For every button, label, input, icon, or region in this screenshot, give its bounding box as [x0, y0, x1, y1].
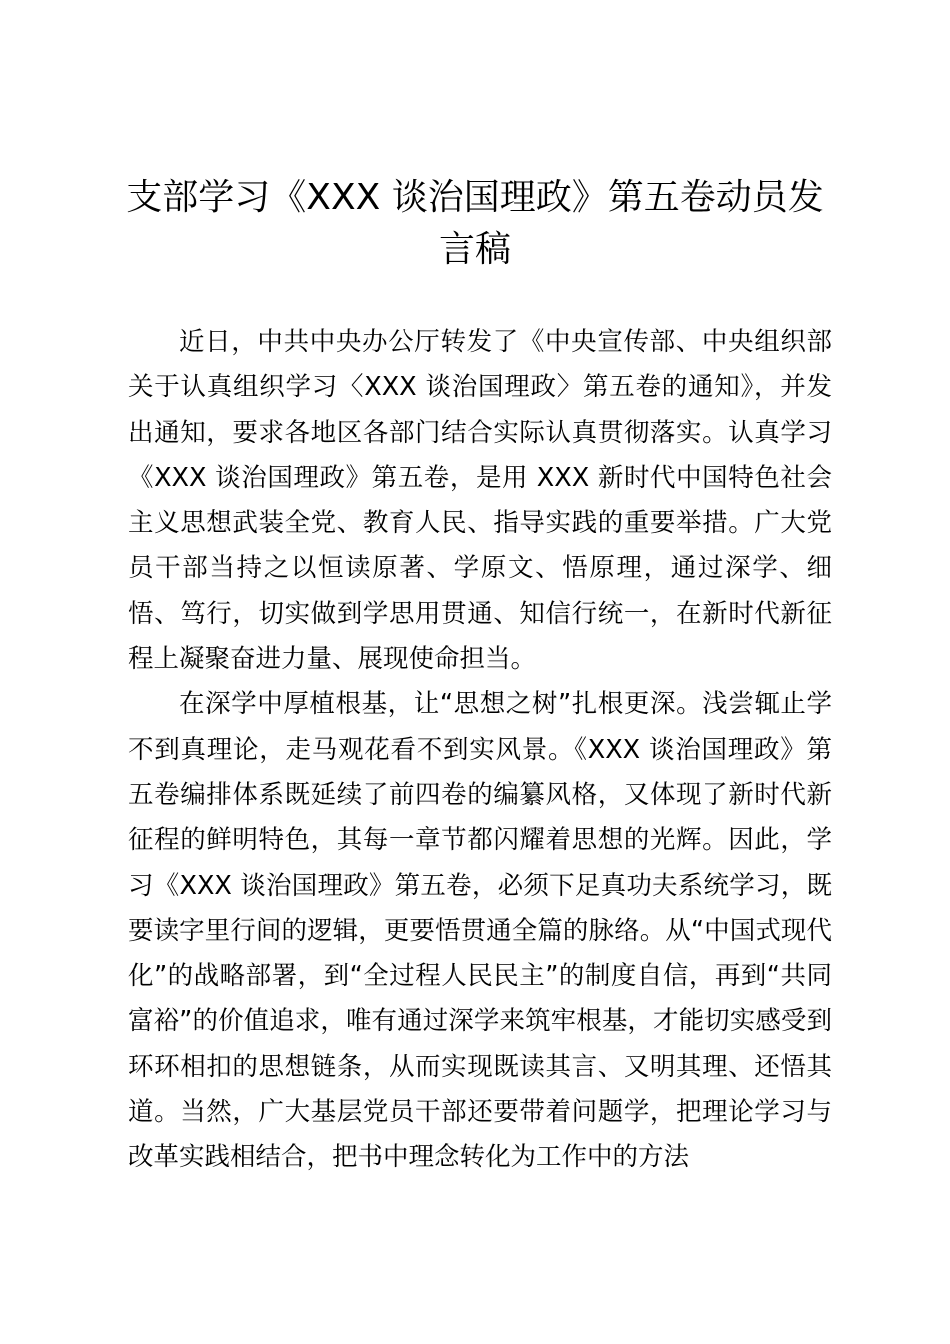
- document-body: [128, 320, 832, 1181]
- paragraph: 在深学中厚植根基，让“思想之树”扎根更深。浅尝辄止学不到真理论，走马观花看不到实风景。《XXX 谈治国理政》第五卷编排体系既延续了前四卷的编纂风格，又体现了新时代新征程的鲜明特色，其每一章节都闪耀着思想的光辉。因此，学习《XXX 谈治国理政》第五卷，必须下足真功夫系统学习，既要读字里行间的逻辑，更要悟贯通全篇的脉络。从“中国式现代化”的战略部署，到“全过程人民民主”的制度自信，再到“共同富裕”的价值追求，唯有通过深学来筑牢根基，才能切实感受到环环相扣的思想链条，从而实现既读其言、又明其理、还悟其道。当然，广大基层党员干部还要带着问题学，把理论学习与改革实践相结合，把书中理念转化为工作中的方法: [128, 689, 832, 1173]
- document-title: 支部学习《XXX 谈治国理政》第五卷动员发言稿: [126, 177, 824, 270]
- paragraph: 近日，中共中央办公厅转发了《中央宣传部、中央组织部关于认真组织学习〈XXX 谈治国理政〉第五卷的通知》，并发出通知，要求各地区各部门结合实际认真贯彻落实。认真学习《XXX 谈治国理政》第五卷，是用 XXX 新时代中国特色社会主义思想武装全党、教育人民、指导实践的重要举措。广大党员干部当持之以恒读原著、学原文、悟原理，通过深学、细悟、笃行，切实做到学思用贯通、知信行统一，在新时代新征程上凝聚奋进力量、展现使命担当。: [128, 327, 832, 675]
